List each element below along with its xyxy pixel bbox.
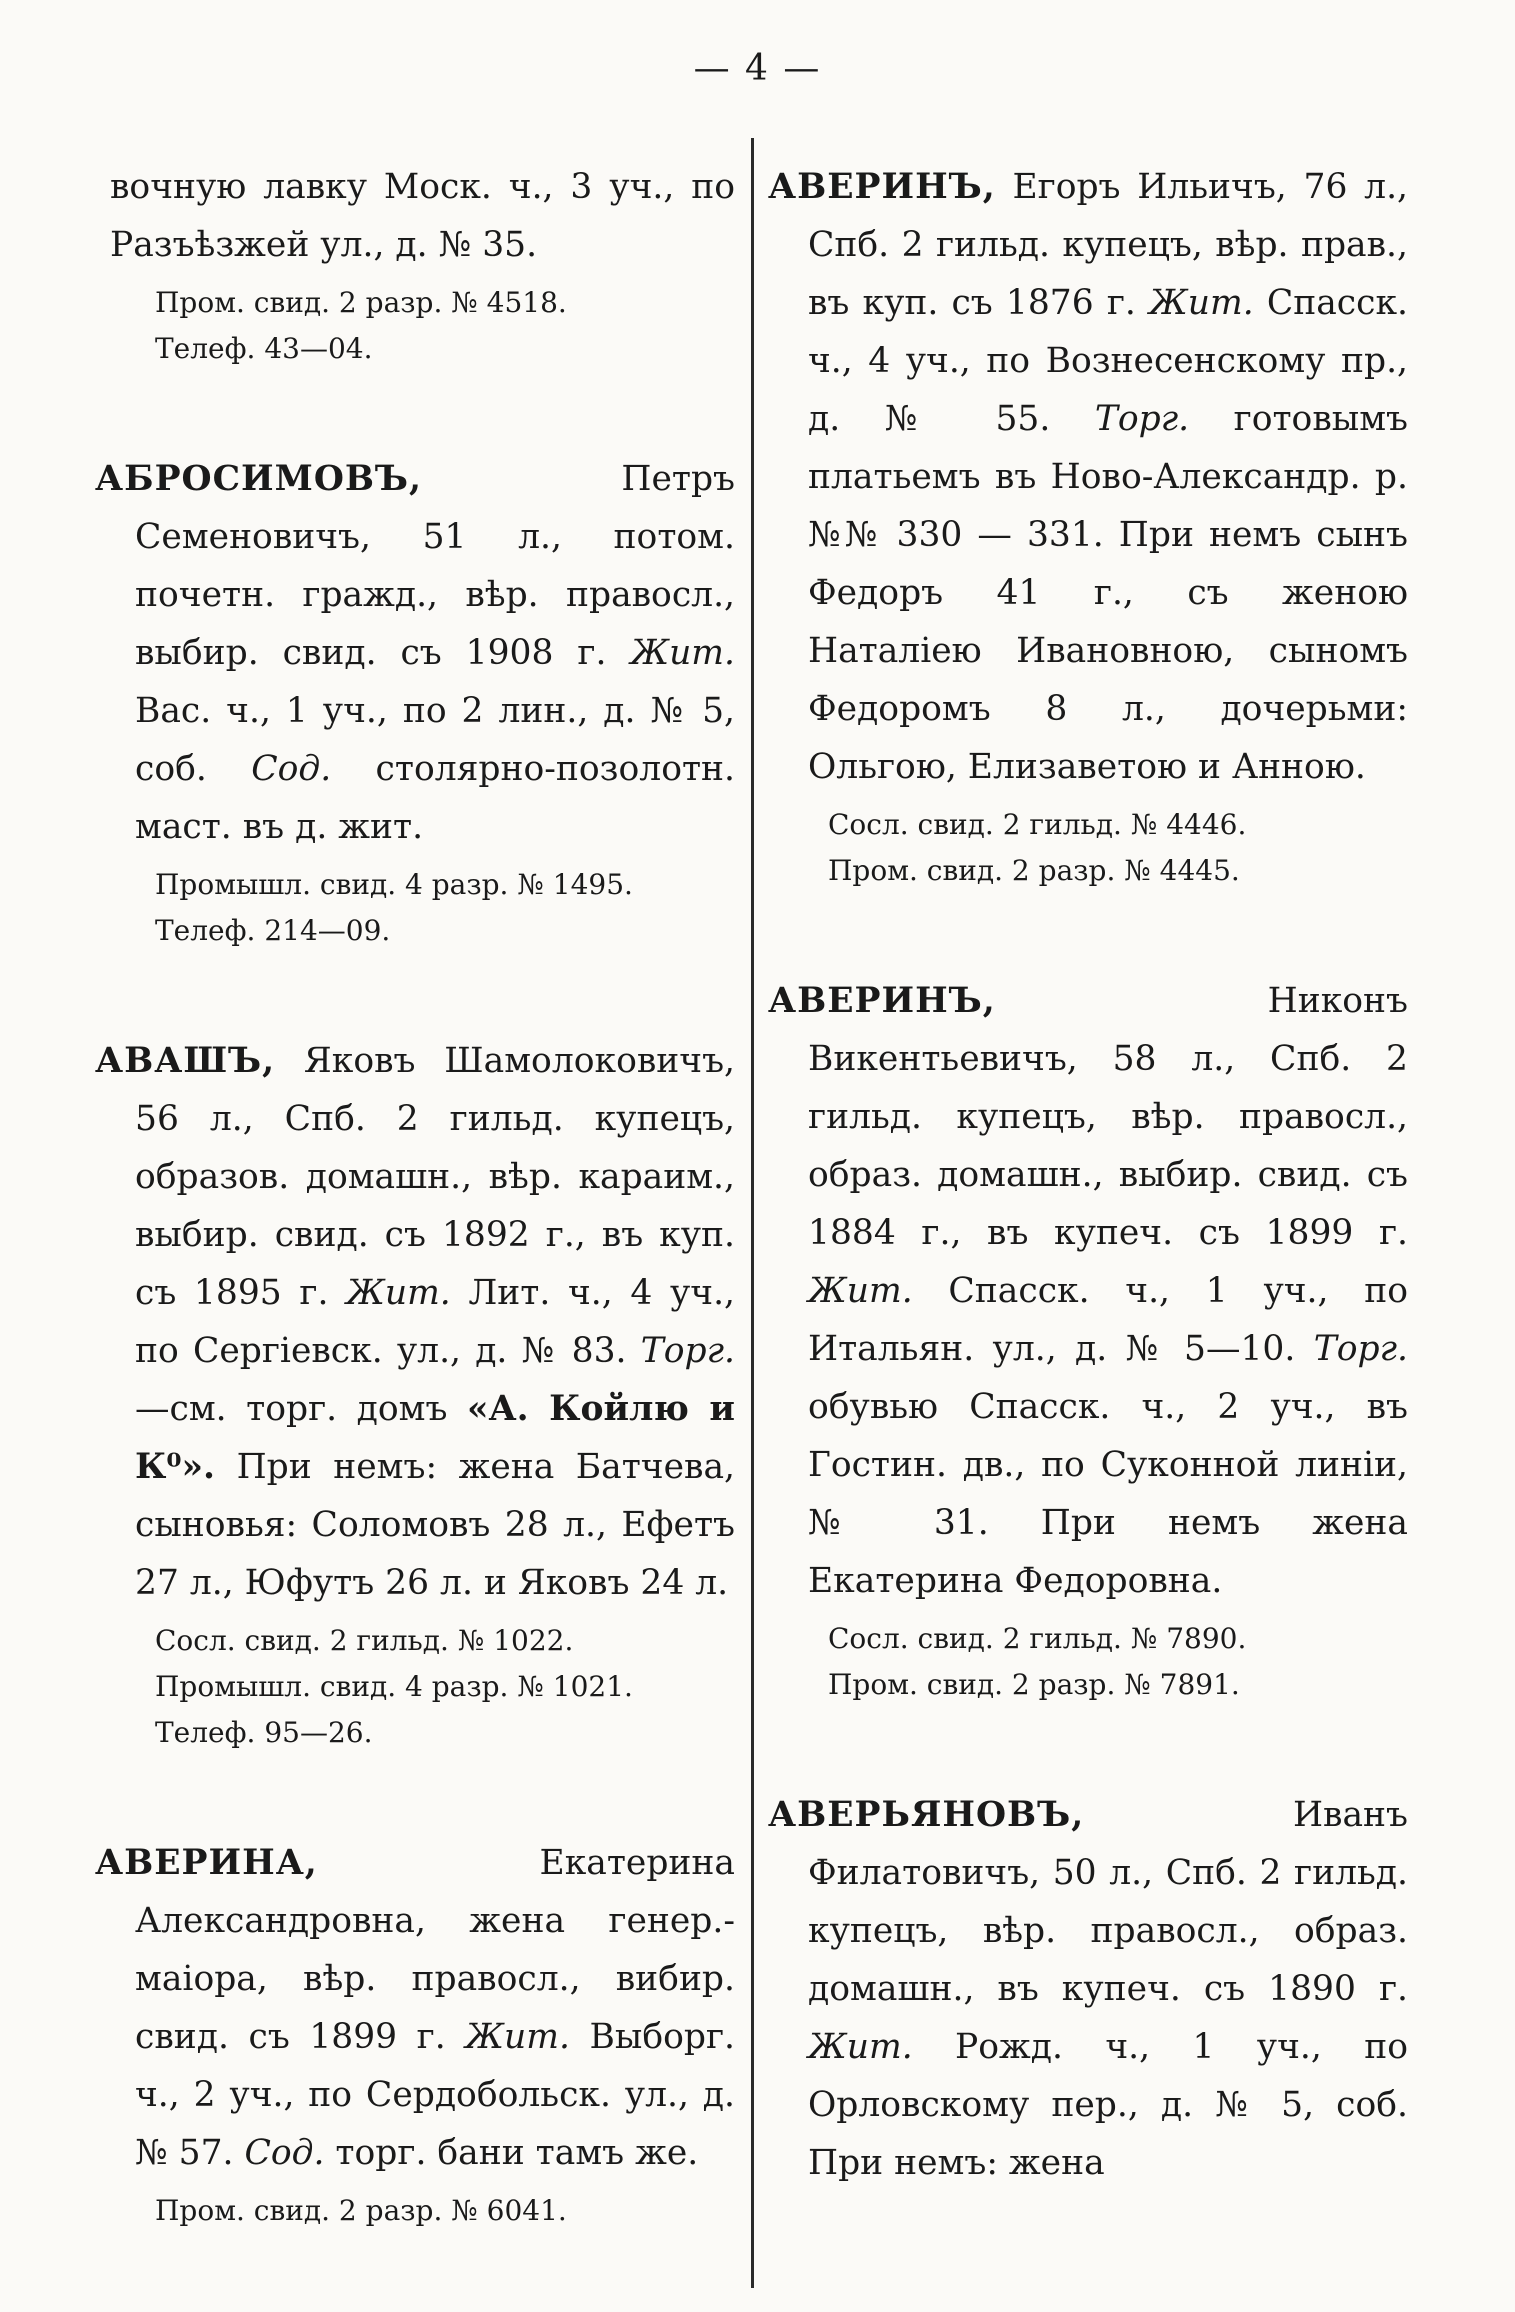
- certificate-line: Пром. свид. 2 разр. № 6041.: [155, 2194, 567, 2227]
- certificate-line: Пром. свид. 2 разр. № 4518.: [155, 286, 567, 319]
- entry-text-part: Спасск. ч., 1 уч., по Итальян. ул., д. № 5—10.: [808, 1271, 1408, 1369]
- entry-text: [768, 1786, 1408, 2192]
- entry-certificates: [768, 1616, 1408, 1708]
- entry-surname: АВЕРЬЯНОВЪ,: [768, 1795, 1085, 1835]
- entry-surname: АВЕРИНА,: [95, 1843, 318, 1883]
- entry-text-part: Егоръ Ильичъ, 76 л., Спб. 2 гильд. купецъ, вѣр. прав., въ куп. съ 1876 г.: [808, 167, 1408, 323]
- page-number: — 4 —: [693, 48, 822, 89]
- entry-text-part: Екатерина Александровна, жена генер.-маіора, вѣр. правосл., вибир. свид. съ 1899 г.: [135, 1843, 735, 2057]
- entry-text-part: торг. бани тамъ же.: [324, 2133, 699, 2173]
- entry-text-part: При немъ: жена Батчева, сыновья: Соломовъ 28 л., Ефетъ 27 л., Юфутъ 26 л. и Яковъ 24 л.: [135, 1447, 735, 1603]
- residence-label: Жит.: [630, 633, 735, 673]
- trade-label: Торг.: [640, 1331, 735, 1371]
- entry-avash: [95, 1032, 735, 1756]
- left-column: [95, 158, 735, 2312]
- phone-line: Телеф. 95—26.: [155, 1716, 373, 1749]
- entry-certificates: [95, 280, 735, 372]
- business-label: Сод.: [251, 749, 332, 789]
- right-column: [768, 158, 1408, 2270]
- entry-averina: [95, 1834, 735, 2234]
- residence-label: Жит.: [808, 1271, 913, 1311]
- entry-text-part: —см. торг. домъ: [135, 1389, 467, 1429]
- certificate-line: Пром. свид. 2 разр. № 4445.: [828, 854, 1240, 887]
- residence-label: Жит.: [465, 2017, 570, 2057]
- phone-line: Телеф. 43—04.: [155, 332, 373, 365]
- entry-averin-nikon: [768, 972, 1408, 1708]
- entry-certificates: [95, 1618, 735, 1756]
- entry-text-part: Петръ Семеновичъ, 51 л., потом. почетн. гражд., вѣр. правосл., выбир. свид. съ 1908 г.: [135, 459, 735, 673]
- residence-label: Жит.: [1149, 283, 1254, 323]
- entry-text-part: обувью Спасск. ч., 2 уч., въ Гостин. дв., по Суконной линіи, № 31. При немъ жена Екатерина Федоровна.: [808, 1387, 1408, 1601]
- entry-text: [95, 450, 735, 856]
- certificate-line: Сосл. свид. 2 гильд. № 1022.: [155, 1624, 574, 1657]
- entry-text-part: Вас. ч., 1 уч., по 2 лин., д. № 5, соб.: [135, 691, 735, 789]
- certificate-line: Промышл. свид. 4 разр. № 1495.: [155, 868, 633, 901]
- entry-text: [768, 158, 1408, 796]
- entry-text: [95, 158, 735, 274]
- certificate-line: Сосл. свид. 2 гильд. № 7890.: [828, 1622, 1247, 1655]
- firm-name: «А. Койлю и К⁰».: [135, 1389, 735, 1487]
- entry-text-part: Рожд. ч., 1 уч., по Орловскому пер., д. № 5, соб. При немъ: жена: [808, 2027, 1408, 2183]
- entry-text-part: столярно-позолотн. маст. въ д. жит.: [135, 749, 736, 847]
- entry-averin-egor: [768, 158, 1408, 894]
- phone-line: Телеф. 214—09.: [155, 914, 391, 947]
- entry-abrosimov: [95, 450, 735, 954]
- entry-certificates: [95, 862, 735, 954]
- entry-surname: АВАШЪ,: [95, 1041, 276, 1081]
- entry-text-content: вочную лавку Моск. ч., 3 уч., по Разъѣзжей ул., д. № 35.: [110, 167, 735, 265]
- trade-label: Торг.: [1313, 1329, 1408, 1369]
- entry-certificates: [768, 802, 1408, 894]
- entry-text-part: Яковъ Шамолоковичъ, 56 л., Спб. 2 гильд. купецъ, образов. домашн., вѣр. караим., выбир. свид. съ 1892 г., въ куп. съ 1895 г.: [135, 1041, 735, 1313]
- entry-text-part: Никонъ Викентьевичъ, 58 л., Спб. 2 гильд. купецъ, вѣр. правосл., образ. домашн., выбир. свид. съ 1884 г., въ купеч. съ 1899 г.: [808, 981, 1408, 1253]
- entry-text: [95, 1032, 735, 1612]
- column-divider: [751, 138, 754, 2288]
- entry-surname: АБРОСИМОВЪ,: [95, 459, 423, 499]
- entry-text-part: Иванъ Филатовичъ, 50 л., Спб. 2 гильд. купецъ, вѣр. правосл., образ. домашн., въ купеч. съ 1890 г.: [808, 1795, 1408, 2009]
- entry-certificates: [95, 2188, 735, 2234]
- entry-text-part: готовымъ платьемъ въ Ново-Александр. р. №№ 330 — 331. При немъ сынъ Федоръ 41 г., съ женою Наталіею Ивановною, сыномъ Федоромъ 8 л., дочерьми: Ольгою, Елизаветою и Анною.: [808, 399, 1408, 787]
- residence-label: Жит.: [346, 1273, 451, 1313]
- entry-averyanov: [768, 1786, 1408, 2192]
- entry-text-part: Лит. ч., 4 уч., по Сергіевск. ул., д. № 83.: [135, 1273, 736, 1371]
- residence-label: Жит.: [808, 2027, 913, 2067]
- business-label: Сод.: [244, 2133, 325, 2173]
- entry-surname: АВЕРИНЪ,: [768, 981, 996, 1021]
- entry-text: [768, 972, 1408, 1610]
- trade-label: Торг.: [1094, 399, 1190, 439]
- certificate-line: Промышл. свид. 4 разр. № 1021.: [155, 1670, 633, 1703]
- entry-surname: АВЕРИНЪ,: [768, 167, 996, 207]
- entry-text: [95, 1834, 735, 2182]
- entry-continuation: [95, 158, 735, 372]
- entry-text-part: Выборг. ч., 2 уч., по Сердобольск. ул., д. № 57.: [135, 2017, 735, 2173]
- certificate-line: Сосл. свид. 2 гильд. № 4446.: [828, 808, 1247, 841]
- entry-text-part: Спасск. ч., 4 уч., по Вознесенскому пр., д. № 55.: [808, 283, 1408, 439]
- certificate-line: Пром. свид. 2 разр. № 7891.: [828, 1668, 1240, 1701]
